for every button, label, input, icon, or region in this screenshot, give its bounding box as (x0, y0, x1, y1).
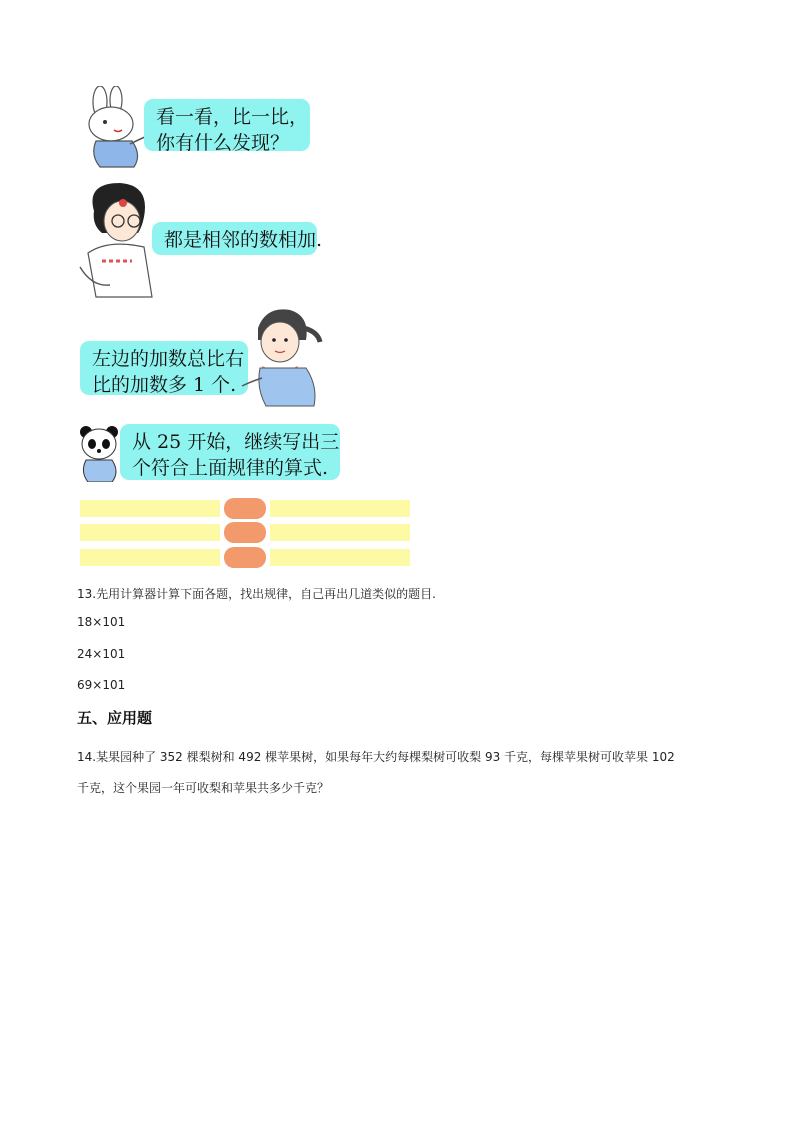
girl2-line-2: 比的加数多 1 个. (92, 374, 237, 396)
answer-row-1 (80, 500, 410, 517)
answer-row-2 (80, 524, 410, 541)
girl-speech-bubble (152, 222, 323, 255)
girl-pigtails-illustration (240, 306, 324, 408)
girl-line: 都是相邻的数相加. (164, 229, 323, 251)
girl2-line-1: 左边的加数总比右 (92, 348, 245, 370)
girl2-speech-bubble (80, 341, 248, 395)
answer-blank-right-2[interactable] (270, 524, 410, 541)
panda-line-1: 从 25 开始，继续写出三 (132, 431, 340, 453)
answer-blank-left-1[interactable] (80, 500, 220, 517)
q13-prompt: 13.先用计算器计算下面各题，找出规律，自己再出几道类似的题目. (77, 587, 436, 601)
answer-blank-left-2[interactable] (80, 524, 220, 541)
q13-item-1: 18×101 (77, 615, 126, 629)
rabbit-speech-bubble (144, 99, 310, 154)
operator-blank-2[interactable] (224, 522, 266, 543)
operator-blank-1[interactable] (224, 498, 266, 519)
q14-line-2: 千克，这个果园一年可收梨和苹果共多少千克？ (77, 781, 330, 795)
panda-illustration (76, 424, 124, 482)
q13-item-3: 69×101 (77, 678, 126, 692)
answer-blank-right-1[interactable] (270, 500, 410, 517)
operator-blank-3[interactable] (224, 547, 266, 568)
girl-glasses-illustration (76, 181, 160, 299)
answer-blank-left-3[interactable] (80, 549, 220, 566)
rabbit-line-2: 你有什么发现？ (156, 132, 290, 154)
q14-line-1: 14.某果园种了 352 棵梨树和 492 棵苹果树，如果每年大约每棵梨树可收梨 93 千克，每棵苹果树可收苹果 102 (77, 750, 675, 764)
panda-speech-bubble (120, 424, 340, 480)
rabbit-line-1: 看一看，比一比， (156, 106, 309, 128)
answer-row-3 (80, 549, 410, 566)
q13-item-2: 24×101 (77, 647, 126, 661)
section-5-title: 五、应用题 (77, 709, 153, 727)
answer-blank-right-3[interactable] (270, 549, 410, 566)
panda-line-2: 个符合上面规律的算式. (132, 457, 329, 479)
